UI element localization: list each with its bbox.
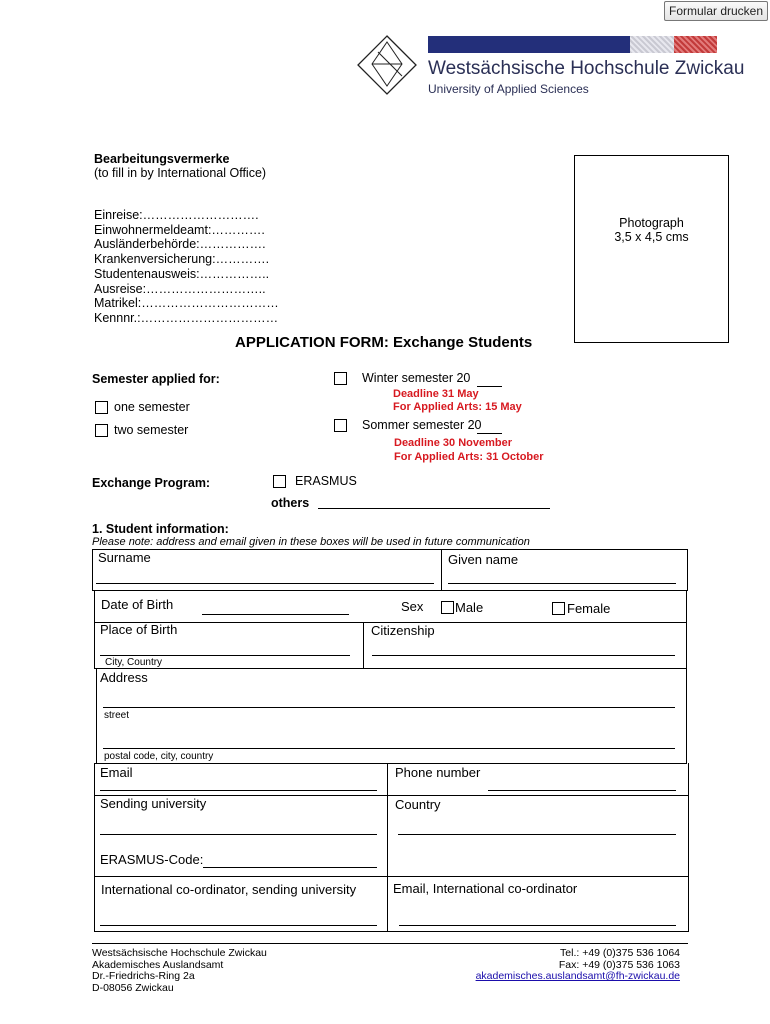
university-name: Westsächsische Hochschule Zwickau [428, 58, 745, 79]
surname-field[interactable] [96, 583, 434, 584]
winter-year-field[interactable] [477, 386, 502, 387]
table-border [686, 590, 687, 623]
table-border [688, 763, 689, 796]
office-notes-list [94, 208, 279, 326]
one-semester-checkbox[interactable] [95, 401, 108, 414]
table-border [94, 668, 687, 669]
female-label: Female [567, 601, 611, 616]
table-border [387, 763, 388, 796]
postal-hint: postal code, city, country [104, 751, 214, 762]
footer-address [92, 948, 267, 994]
office-entry: Studentenausweis:…………….. [94, 266, 270, 281]
footer-fax: Fax: +49 (0)375 536 1063 [558, 958, 680, 971]
erasmus-code-field[interactable] [203, 867, 377, 868]
phone-field[interactable] [488, 790, 676, 791]
erasmus-checkbox[interactable] [273, 475, 286, 488]
table-border [687, 549, 688, 591]
summer-deadline: Deadline 30 November [394, 437, 512, 449]
table-border [94, 876, 95, 932]
office-entry: Einreise:………………………. [94, 208, 259, 222]
summer-semester-label: Sommer semester 20 [362, 418, 482, 432]
coordinator-field[interactable] [100, 925, 377, 926]
winter-semester-label: Winter semester 20 [362, 371, 471, 385]
table-border [94, 590, 95, 623]
postal-field[interactable] [103, 748, 675, 749]
footer-address-line: Dr.-Friedrichs-Ring 2a [92, 970, 195, 982]
form-title: APPLICATION FORM: Exchange Students [235, 334, 533, 351]
two-semester-checkbox[interactable] [95, 424, 108, 437]
table-border [94, 931, 689, 932]
footer-address-line: Akademisches Auslandsamt [92, 958, 224, 971]
exchange-program-label: Exchange Program: [92, 476, 211, 490]
footer-address-line: D-08056 Zwickau [92, 981, 174, 994]
table-border [686, 668, 687, 764]
table-border [94, 622, 95, 669]
winter-semester-checkbox[interactable] [334, 372, 347, 385]
table-border [688, 795, 689, 877]
summer-year-field[interactable] [477, 433, 502, 434]
table-border [686, 622, 687, 669]
footer-address-line: Westsächsische Hochschule Zwickau [92, 947, 267, 959]
footer-divider [92, 943, 688, 944]
university-logo-icon [356, 34, 418, 96]
sending-university-field[interactable] [100, 834, 377, 835]
university-subtitle: University of Applied Sciences [428, 82, 589, 96]
semester-label: Semester applied for: [92, 372, 220, 386]
office-entry: Kennnr.:…………………………… [94, 310, 279, 325]
sending-university-label: Sending university [100, 796, 207, 811]
table-border [92, 549, 688, 550]
office-entry: Ausländerbehörde:……………. [94, 237, 266, 252]
others-field[interactable] [318, 508, 550, 509]
coordinator-email-label: Email, International co-ordinator [393, 881, 578, 896]
table-border [94, 795, 95, 877]
email-field[interactable] [100, 790, 377, 791]
table-border [387, 876, 388, 932]
table-border [92, 590, 688, 591]
date-of-birth-label: Date of Birth [101, 597, 174, 612]
brand-bar-blue [428, 36, 630, 53]
others-label: others [271, 496, 310, 510]
city-country-hint: City, Country [105, 657, 163, 668]
summer-arts-deadline: For Applied Arts: 31 October [394, 451, 544, 463]
table-border [688, 876, 689, 932]
brand-bar-grey [630, 36, 674, 53]
student-note: Please note: address and email given in these boxes will be used in future communication [92, 536, 530, 548]
table-border [94, 763, 95, 796]
office-entry: Einwohnermeldeamt:…………. [94, 222, 265, 237]
footer-contact [476, 948, 680, 983]
winter-arts-deadline: For Applied Arts: 15 May [393, 401, 522, 413]
winter-deadline: Deadline 31 May [393, 388, 479, 400]
male-label: Male [455, 600, 484, 615]
footer-tel: Tel.: +49 (0)375 536 1064 [560, 947, 680, 959]
office-entry: Ausreise:……………………….. [94, 281, 266, 296]
office-entry: Matrikel:…………………………… [94, 296, 279, 311]
print-form-button[interactable]: Formular drucken [664, 1, 768, 21]
photo-label: Photograph [619, 216, 684, 230]
erasmus-code-label: ERASMUS-Code: [100, 852, 204, 867]
table-border [94, 763, 687, 764]
coordinator-email-field[interactable] [399, 925, 676, 926]
place-of-birth-label: Place of Birth [100, 622, 178, 637]
table-border [92, 549, 93, 591]
phone-label: Phone number [395, 765, 481, 780]
two-semester-label: two semester [114, 423, 189, 437]
country-field[interactable] [398, 834, 676, 835]
office-notes-title: Bearbeitungsvermerke [94, 152, 230, 166]
coordinator-label: International co-ordinator, sending university [101, 882, 357, 897]
table-border [387, 795, 388, 877]
citizenship-field[interactable] [372, 655, 675, 656]
table-border [441, 549, 442, 591]
female-checkbox[interactable] [552, 602, 565, 615]
male-checkbox[interactable] [441, 601, 454, 614]
one-semester-label: one semester [114, 400, 190, 414]
street-hint: street [104, 710, 130, 721]
country-label: Country [395, 797, 441, 812]
brand-bar-red [674, 36, 717, 53]
sex-label: Sex [401, 599, 424, 614]
citizenship-label: Citizenship [371, 623, 435, 638]
place-of-birth-field[interactable] [100, 655, 350, 656]
date-of-birth-field[interactable] [202, 614, 349, 615]
street-field[interactable] [103, 707, 675, 708]
photo-size: 3,5 x 4,5 cms [614, 230, 689, 244]
photograph-box [574, 155, 729, 343]
office-entry: Krankenversicherung:…………. [94, 252, 270, 267]
office-notes-subtitle: (to fill in by International Office) [94, 166, 267, 180]
given-name-label: Given name [448, 552, 519, 567]
footer-email-link[interactable]: akademisches.auslandsamt@fh-zwickau.de [475, 970, 680, 982]
table-border [363, 622, 364, 669]
email-label: Email [100, 765, 133, 780]
erasmus-label: ERASMUS [295, 474, 357, 488]
student-section-title: 1. Student information: [92, 522, 229, 536]
table-border [96, 668, 97, 764]
surname-label: Surname [98, 550, 151, 565]
address-label: Address [100, 670, 148, 685]
table-border [94, 876, 689, 877]
given-name-field[interactable] [448, 583, 676, 584]
summer-semester-checkbox[interactable] [334, 419, 347, 432]
